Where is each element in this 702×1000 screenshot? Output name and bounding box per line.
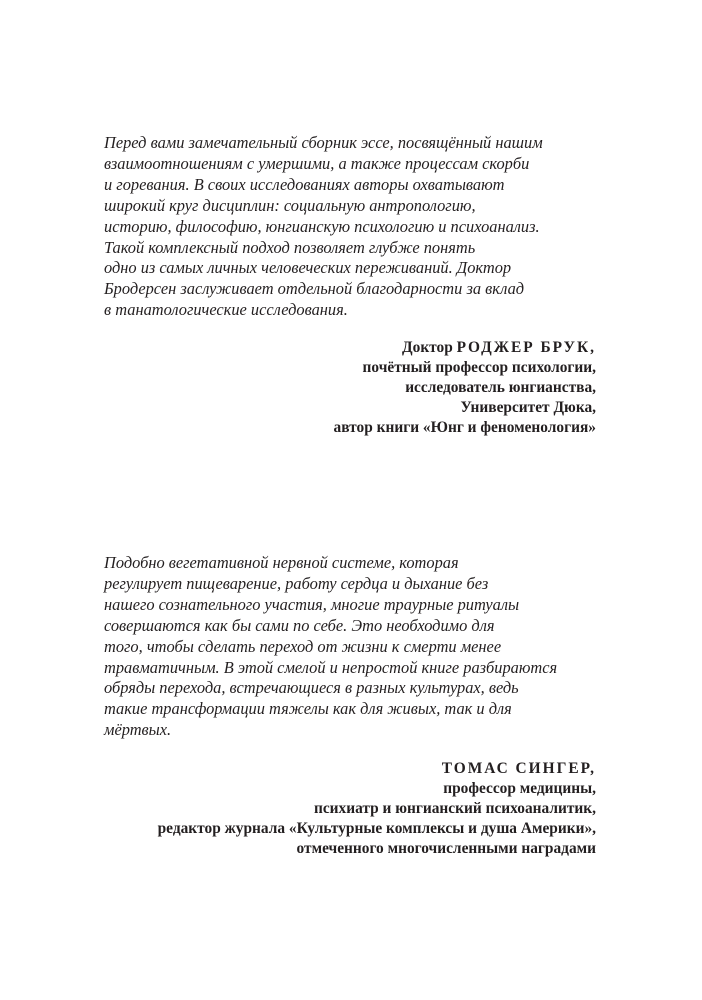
endorsement-attribution-1 [334,338,596,438]
credential-line: исследователь юнгианства, [405,379,596,397]
author-name: ТОМАС СИНГЕР, [441,760,596,777]
endorsement-attribution-2 [158,759,596,859]
author-line [334,338,596,358]
credential-line: автор книги «Юнг и феноменология» [333,419,596,437]
quote-line: Перед вами замечательный сборник эссе, посвящённый нашим [104,133,543,152]
quote-line: совершаются как бы сами по себе. Это необходимо для [104,615,495,635]
quote-line: одно из самых личных человеческих переживаний. Доктор [104,258,512,278]
quote-line: Такой комплексный подход позволяет глубже понять [104,237,476,257]
credential-line: отмеченного многочисленными наградами [296,840,596,858]
quote-line: травматичным. В этой смелой и непростой книге разбираются [104,657,558,677]
quote-line: в танатологические исследования. [104,300,348,320]
quote-line: Подобно вегетативной нервной системе, которая [104,553,459,572]
quote-line: обряды перехода, встречающиеся в разных культурах, ведь [104,678,519,698]
quote-line: историю, философию, юнгианскую психологию и психоанализ. [104,216,540,236]
endorsement-quote-1 [104,133,543,321]
quote-line: широкий круг дисциплин: социальную антропологию, [104,195,476,215]
quote-line: нашего сознательного участия, многие траурные ритуалы [104,594,520,614]
quote-line: Бродерсен заслуживает отдельной благодарности за вклад [104,279,525,299]
author-name: РОДЖЕР БРУК, [456,339,596,356]
credential-line: психиатр и юнгианский психоаналитик, [313,800,596,818]
quote-line: взаимоотношениям с умершими, а также процессам скорби [104,153,530,173]
quote-line: того, чтобы сделать переход от жизни к смерти менее [104,636,502,656]
credential-line: профессор медицины, [443,780,596,798]
quote-line: и горевания. В своих исследованиях авторы охватывают [104,174,505,194]
quote-line: такие трансформации тяжелы как для живых, так и для [104,699,512,719]
quote-line: мёртвых. [104,720,172,740]
author-prefix: Доктор [402,339,453,356]
credential-line: почётный профессор психологии, [362,359,596,377]
endorsement-quote-2 [104,553,557,741]
credential-line: Университет Дюка, [460,399,596,417]
quote-line: регулирует пищеварение, работу сердца и дыхание без [104,573,489,593]
credential-line: редактор журнала «Культурные комплексы и душа Америки», [157,820,596,838]
